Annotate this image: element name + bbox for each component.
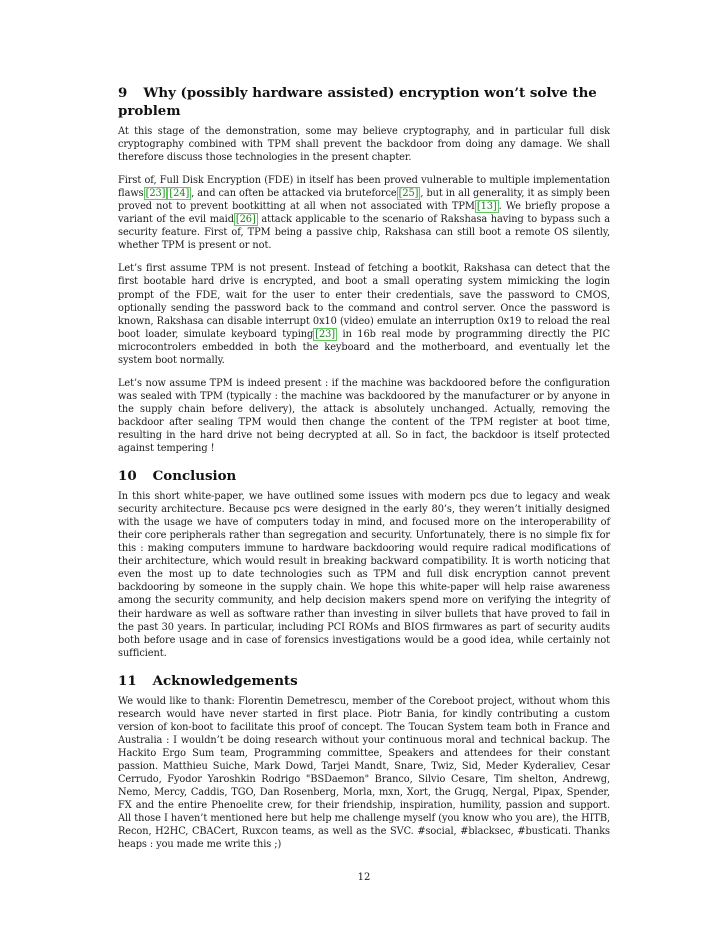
section-11 [118,672,610,852]
section-title: Why (possibly hardware assisted) encryption won’t solve the problem [118,85,597,119]
paragraph: At this stage of the demonstration, some may believe cryptography, and in particular full disk cryptography combined with TPM shall prevent the backdoor from doing any damage. We shall therefore discuss those technologies in the present chapter. [118,126,610,164]
paragraph: Let’s now assume TPM is indeed present : if the machine was backdoored before the configuration was sealed with TPM (typically : the machine was backdoored by the manufacturer or by anyone in the supply chain before delivery), the attack is absolutely unchanged. Actually, removing the backdoor after sealing TPM would then change the content of the TPM register at boot time, resulting in the hard drive not being decrypted at all. So in fact, the backdoor is itself protected against tempering ! [118,377,610,455]
section-heading [118,84,610,120]
citation-link[interactable]: [13] [476,201,497,213]
section-number: 10 [118,468,137,485]
paragraph: In this short white-paper, we have outlined some issues with modern pcs due to legacy and weak security architecture. Because pcs were designed in the early 80’s, they weren’t initially designed with the usage we have of computers today in mind, and focused more on the interoperability of their core peripherals rather than segregation and security. Unfortunately, there is no simple fix for this : making computers immune to hardware backdooring would require radical modifications of their architecture, which would result in breaking backward compatibility. It is worth noticing that even the most up to date technologies such as TPM and full disk encryption cannot prevent backdooring by someone in the supply chain. We hope this white-paper will help raise awareness among the security community, and help decision makers spend more on verifying the integrity of their hardware as well as software rather than investing in silver bullets that have proved to fail in the past 30 years. In particular, including PCI ROMs and BIOS firmwares as part of security audits both before usage and in case of forensics investigations would be a good idea, while certainly not sufficient. [118,491,610,659]
section-heading [118,672,610,690]
section-heading [118,467,610,485]
page-number: 12 [357,872,371,883]
section-9 [118,84,610,455]
section-10 [118,467,610,660]
section-number: 11 [118,672,137,689]
section-title: Acknowledgements [152,672,298,689]
citation-link[interactable]: [26] [235,214,256,226]
citation-link[interactable]: [25] [398,188,419,200]
citation-link[interactable]: [23] [145,188,166,200]
section-number: 9 [118,85,128,101]
paragraph: We would like to thank: Florentin Demetrescu, member of the Coreboot project, without whom this research would have never started in first place. Piotr Bania, for kindly contributing a custom version of kon-boot to facilitate this proof of concept. The Toucan System team both in France and Australia : I wouldn’t be doing research without your continuous moral and technical backup. The Hackito Ergo Sum team, Programming committee, Speakers and attendees for their constant passion. Matthieu Suiche, Mark Dowd, Tarjei Mandt, Snare, Twiz, Sid, Meder Kyderaliev, Cesar Cerrudo, Fyodor Yaroshkin Rodrigo "BSDaemon" Branco, Silvio Cesare, Tim shelton, Andrewg, Nemo, Mercy, Caddis, TGO, Dan Rosenberg, Morla, mxn, Xort, the Grugq, Nergal, Pipax, Spender, FX and the entire Phenoelite crew, for their friendship, inspiration, humility, passion and support. All those I haven’t mentioned here but help me challenge myself (you know who you are), the HITB, Recon, H2HC, CBACert, Ruxcon teams, as well as the SVC. #social, #blacksec, #busticati. Thanks heaps : you made me write this ;) [118,695,610,851]
citation-link[interactable]: [23] [315,328,336,340]
citation-link[interactable]: [24] [169,188,190,200]
section-title: Conclusion [152,468,237,485]
paragraph: Let’s first assume TPM is not present. Instead of fetching a bootkit, Rakshasa can detect that the first bootable hard drive is encrypted, and boot a small operating system mimicking the login prompt of the FDE, wait for the user to enter their credentials, save the password to CMOS, optionally sending the password back to the command and control server. Once the password is known, Rakshasa can disable interrupt 0x10 (video) emulate an interruption 0x19 to reload the real boot loader, simulate keyboard typing [23] in 16b real mode by programming directly the PIC microcontrolers embedded in both the keyboard and the motherboard, and eventually let the system boot normally. [118,263,610,366]
page-content [118,84,610,863]
paragraph: First of, Full Disk Encryption (FDE) in itself has been proved vulnerable to multiple implementation flaws [23] [24] , and can often be attacked via bruteforce [25] , but in all generality, it as simply been proved not to prevent bootkitting at all when not associated with TPM [13] . We briefly propose a variant of the evil maid [26] attack applicable to the scenario of Rakshasa having to bypass such a security feature. First of, TPM being a passive chip, Rakshasa can still boot a remote OS silently, whether TPM is present or not. [118,175,611,252]
